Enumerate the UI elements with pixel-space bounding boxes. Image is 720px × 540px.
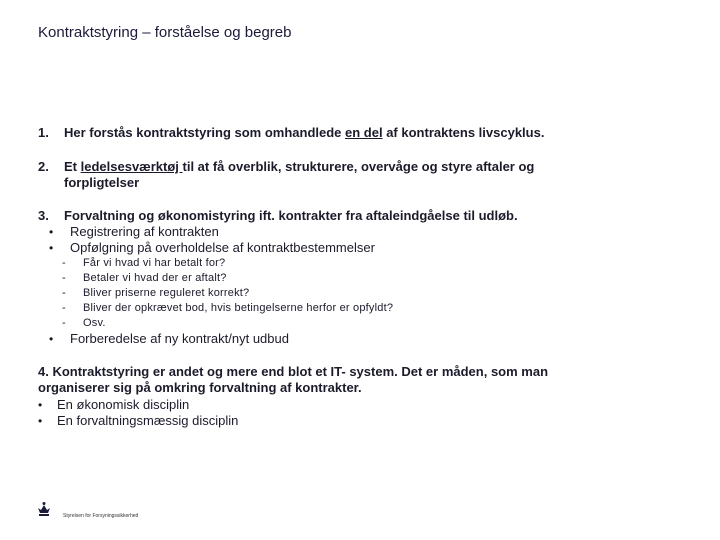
item-3-text: Forvaltning og økonomistyring ift. kontrakter fra aftaleindgåelse til udløb. xyxy=(64,208,518,223)
item-3-dash-item: Bliver der opkrævet bod, hvis betingelserne herfor er opfyldt? xyxy=(83,302,394,314)
item-1-text xyxy=(64,125,684,141)
item-3-dash-item: Bliver priserne reguleret korrekt? xyxy=(83,287,250,299)
slide-title: Kontraktstyring – forståelse og begreb xyxy=(38,24,292,41)
item-2-number: 2. xyxy=(38,159,49,174)
item-4-text xyxy=(38,364,678,396)
bullet-marker: • xyxy=(49,332,54,346)
bullet-marker: • xyxy=(49,225,54,239)
dash-marker: - xyxy=(62,317,66,329)
item-3-number: 3. xyxy=(38,208,49,223)
item-4-line1: 4. Kontraktstyring er andet og mere end blot et IT- system. Det er måden, som man xyxy=(38,364,549,379)
item-3-bullet: Registrering af kontrakten xyxy=(70,224,219,239)
item-1-text-after: af kontraktens livscyklus. xyxy=(382,125,545,140)
item-3-dash-item: Betaler vi hvad der er aftalt? xyxy=(83,272,227,284)
item-2-text-after: til at få overblik, strukturere, overvåge og styre aftaler og xyxy=(182,159,535,174)
item-2-text-line2: forpligtelser xyxy=(64,175,140,190)
item-1-text-underlined: en del xyxy=(345,125,383,140)
dash-marker: - xyxy=(62,302,66,314)
item-3-dash-item: Får vi hvad vi har betalt for? xyxy=(83,257,226,269)
dash-marker: - xyxy=(62,287,66,299)
item-3-bullet: Opfølgning på overholdelse af kontraktbestemmelser xyxy=(70,240,375,255)
item-2-text-before: Et xyxy=(64,159,81,174)
item-1-number: 1. xyxy=(38,125,49,140)
crown-icon xyxy=(36,501,52,519)
item-2-text-underlined: ledelsesværktøj xyxy=(80,159,183,174)
dash-marker: - xyxy=(62,272,66,284)
item-3-dash-item: Osv. xyxy=(83,317,106,329)
item-3-last-bullet: Forberedelse af ny kontrakt/nyt udbud xyxy=(70,331,289,346)
bullet-marker: • xyxy=(38,414,43,428)
item-4-line2: organiserer sig på omkring forvaltning af kontrakter. xyxy=(38,380,362,395)
footer-organization: Styrelsen for Forsyningssikkerhed xyxy=(63,513,139,519)
item-4-bullet: En forvaltningsmæssig disciplin xyxy=(57,413,239,428)
item-1-text-before: Her forstås kontraktstyring som omhandlede xyxy=(64,125,346,140)
item-2-text xyxy=(64,159,684,191)
bullet-marker: • xyxy=(38,398,43,412)
dash-marker: - xyxy=(62,257,66,269)
bullet-marker: • xyxy=(49,241,54,255)
item-4-bullet: En økonomisk disciplin xyxy=(57,397,190,412)
